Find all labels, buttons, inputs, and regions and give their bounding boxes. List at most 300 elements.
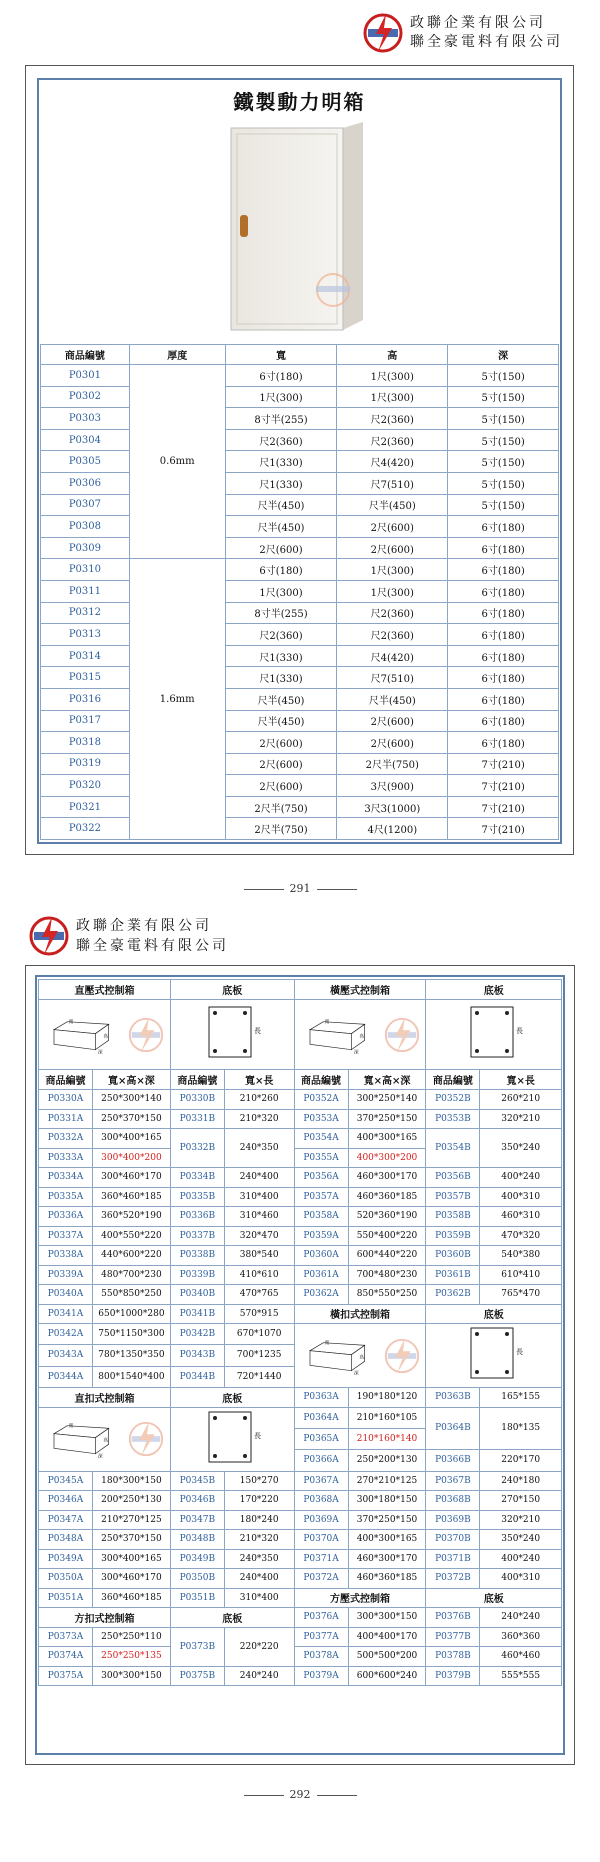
product-code: P0343A	[39, 1345, 93, 1366]
table-cell: P0320	[41, 775, 130, 797]
table-row	[39, 1569, 562, 1589]
plate-dimension: 720*1440	[224, 1366, 294, 1387]
plate-dimension: 470*765	[224, 1285, 294, 1305]
plate-dimension: 310*400	[224, 1187, 294, 1207]
plate-dimension: 310*400	[224, 1588, 294, 1608]
dimension-cell: 300*180*150	[348, 1491, 426, 1511]
product-code: P0359A	[294, 1226, 348, 1246]
page1-title: 鐵製動力明箱	[233, 90, 366, 114]
plate-dimension: 310*460	[224, 1207, 294, 1227]
dimension-cell: 400*400*170	[348, 1627, 426, 1647]
dimension-cell: 360*520*190	[92, 1207, 170, 1227]
table-cell: 6寸(180)	[225, 365, 337, 387]
product-code: P0360B	[426, 1246, 480, 1266]
table-row	[39, 980, 562, 1000]
svg-text:高: 高	[103, 1034, 109, 1040]
table-cell: P0304	[41, 429, 130, 451]
plate-dimension: 700*1235	[224, 1345, 294, 1366]
table-cell: 7寸(210)	[448, 775, 559, 797]
table-row	[39, 1109, 562, 1129]
plate-dimension: 220*220	[224, 1627, 294, 1666]
product-code: P0375A	[39, 1666, 93, 1686]
plate-dimension: 765*470	[480, 1285, 562, 1305]
table-cell: 尺4(420)	[337, 451, 448, 473]
table-row	[39, 1070, 562, 1090]
plate-drawing	[426, 1000, 562, 1070]
table-row	[41, 667, 559, 689]
dimension-cell: 800*1540*400	[92, 1366, 170, 1387]
table-cell: P0318	[41, 732, 130, 754]
svg-text:深: 深	[98, 1454, 104, 1460]
table-cell: 2尺(600)	[225, 753, 337, 775]
plate-dimension: 460*310	[480, 1207, 562, 1227]
plate-dimension: 240*400	[224, 1168, 294, 1188]
product-code: P0341B	[170, 1304, 224, 1324]
col-header-whd: 寬×高×深	[92, 1070, 170, 1090]
plate-dimension: 180*240	[224, 1510, 294, 1530]
table-cell: 尺半(450)	[225, 710, 337, 732]
product-code: P0351B	[170, 1588, 224, 1608]
product-code: P0358A	[294, 1207, 348, 1227]
table-cell: 2尺半(750)	[337, 753, 448, 775]
product-code: P0338A	[39, 1246, 93, 1266]
plate-dimension: 180*135	[480, 1407, 562, 1450]
product-code: P0334B	[170, 1168, 224, 1188]
table-cell: 7寸(210)	[448, 753, 559, 775]
svg-text:長: 長	[515, 1027, 523, 1035]
section-title: 底板	[426, 980, 562, 1000]
plate-dimension: 240*350	[224, 1129, 294, 1168]
table-cell: 5寸(150)	[448, 429, 559, 451]
table-row	[41, 710, 559, 732]
plate-dimension: 240*180	[480, 1471, 562, 1491]
table-row	[41, 796, 559, 818]
table-cell: 尺4(420)	[337, 645, 448, 667]
product-code: P0354B	[426, 1129, 480, 1168]
table-row	[41, 624, 559, 646]
table-row	[39, 1549, 562, 1569]
dimension-cell: 400*300*200	[348, 1148, 426, 1168]
plate-dimension: 220*170	[480, 1450, 562, 1471]
plate-dimension: 320*210	[480, 1109, 562, 1129]
section-title: 方扣式控制箱	[39, 1608, 171, 1628]
product-code: P0354A	[294, 1129, 348, 1149]
table-row	[39, 1491, 562, 1511]
table-cell: P0314	[41, 645, 130, 667]
table-row	[39, 1666, 562, 1686]
table-row	[41, 775, 559, 797]
table-cell: 6寸(180)	[448, 667, 559, 689]
table-cell: P0312	[41, 602, 130, 624]
table-cell: 尺2(360)	[225, 624, 337, 646]
base-plate-icon	[459, 1003, 529, 1063]
table-cell: 6寸(180)	[448, 732, 559, 754]
box-drawing-icon	[42, 1409, 122, 1469]
svg-text:寬: 寬	[324, 1340, 330, 1346]
box-drawing	[39, 1407, 171, 1471]
table-cell: 4尺(1200)	[337, 818, 448, 840]
plate-dimension: 400*240	[480, 1549, 562, 1569]
product-code: P0357A	[294, 1187, 348, 1207]
box-drawing	[39, 1000, 171, 1070]
plate-dimension: 240*240	[224, 1666, 294, 1686]
dimension-cell: 370*250*150	[348, 1109, 426, 1129]
product-code: P0358B	[426, 1207, 480, 1227]
product-code: P0373A	[39, 1627, 93, 1647]
table-cell: 6寸(180)	[448, 645, 559, 667]
table-row	[41, 580, 559, 602]
table-cell: 尺2(360)	[337, 408, 448, 430]
svg-text:寬: 寬	[69, 1019, 74, 1025]
product-code: P0349A	[39, 1549, 93, 1569]
product-code: P0376A	[294, 1608, 348, 1628]
svg-text:寬: 寬	[324, 1019, 330, 1025]
table-row	[39, 1530, 562, 1550]
box-drawing-icon	[298, 1005, 378, 1065]
product-code: P0378A	[294, 1647, 348, 1667]
plate-dimension: 400*310	[480, 1569, 562, 1589]
col-header-thickness: 厚度	[129, 345, 225, 365]
dimension-cell: 360*460*185	[92, 1588, 170, 1608]
table-cell: 2尺半(750)	[225, 818, 337, 840]
table-cell: 尺1(330)	[225, 451, 337, 473]
table-cell: 2尺(600)	[225, 537, 337, 559]
table-row	[39, 1000, 562, 1070]
base-plate-icon	[197, 1408, 267, 1468]
product-code: P0338B	[170, 1246, 224, 1266]
table-row	[41, 365, 559, 387]
product-code: P0361B	[426, 1265, 480, 1285]
dimension-cell: 500*500*200	[348, 1647, 426, 1667]
col-header-wl: 寬×長	[480, 1070, 562, 1090]
table-cell: 6寸(180)	[448, 559, 559, 581]
table-cell: 尺2(360)	[337, 602, 448, 624]
table-row	[41, 537, 559, 559]
dimension-cell: 440*600*220	[92, 1246, 170, 1266]
product-code: P0353A	[294, 1109, 348, 1129]
plate-dimension: 270*150	[480, 1491, 562, 1511]
table-cell: 尺2(360)	[337, 429, 448, 451]
product-code: P0370B	[426, 1530, 480, 1550]
table-row	[39, 1129, 562, 1149]
product-code: P0371A	[294, 1549, 348, 1569]
product-code: P0350B	[170, 1569, 224, 1589]
product-code: P0331B	[170, 1109, 224, 1129]
dimension-cell: 400*300*165	[348, 1530, 426, 1550]
dimension-cell: 300*250*140	[348, 1090, 426, 1110]
table-cell: 尺半(450)	[225, 516, 337, 538]
dimension-cell: 460*360*185	[348, 1569, 426, 1589]
table-cell: P0315	[41, 667, 130, 689]
product-code: P0346A	[39, 1491, 93, 1511]
table-cell: 1尺(300)	[337, 365, 448, 387]
table-cell: 6寸(180)	[448, 688, 559, 710]
col-header-wl: 寬×長	[224, 1070, 294, 1090]
table-cell: 尺7(510)	[337, 667, 448, 689]
iron-box-table	[40, 344, 559, 840]
table-row	[41, 408, 559, 430]
table-cell: 6寸(180)	[448, 624, 559, 646]
product-code: P0344A	[39, 1366, 93, 1387]
table-row	[41, 602, 559, 624]
product-code: P0352B	[426, 1090, 480, 1110]
section-title: 底板	[170, 1608, 294, 1628]
product-code: P0333A	[39, 1148, 93, 1168]
company-name-2: 聯全豪電料有限公司	[410, 34, 563, 50]
table-row	[41, 688, 559, 710]
product-code: P0372B	[426, 1569, 480, 1589]
plate-drawing	[170, 1407, 294, 1471]
company-logo-2	[28, 915, 70, 961]
col-header-height: 高	[337, 345, 448, 365]
product-code: P0335A	[39, 1187, 93, 1207]
box-drawing	[294, 1000, 426, 1070]
dimension-cell: 300*300*150	[92, 1666, 170, 1686]
section-title: 橫壓式控制箱	[294, 980, 426, 1000]
table-cell: 6寸(180)	[448, 580, 559, 602]
dimension-cell: 300*460*170	[92, 1168, 170, 1188]
product-code: P0379A	[294, 1666, 348, 1686]
product-code: P0355A	[294, 1148, 348, 1168]
table-row	[39, 1608, 562, 1628]
product-code: P0336A	[39, 1207, 93, 1227]
dimension-cell: 250*370*150	[92, 1109, 170, 1129]
dimension-cell: 210*160*105	[348, 1407, 426, 1428]
table-row	[41, 753, 559, 775]
product-code: P0331A	[39, 1109, 93, 1129]
svg-text:高: 高	[103, 1438, 109, 1444]
col-header-width: 寬	[225, 345, 337, 365]
product-code: P0376B	[426, 1608, 480, 1628]
table-cell: 2尺(600)	[225, 732, 337, 754]
table-cell: 尺2(360)	[225, 429, 337, 451]
plate-dimension: 540*380	[480, 1246, 562, 1266]
product-code: P0348B	[170, 1530, 224, 1550]
plate-dimension: 320*470	[224, 1226, 294, 1246]
product-code: P0366A	[294, 1450, 348, 1471]
table-cell: 2尺(600)	[337, 732, 448, 754]
plate-dimension: 470*320	[480, 1226, 562, 1246]
dimension-cell: 750*1150*300	[92, 1324, 170, 1345]
product-code: P0357B	[426, 1187, 480, 1207]
base-plate-icon	[459, 1324, 529, 1384]
table-row	[39, 1187, 562, 1207]
table-cell: 尺7(510)	[337, 472, 448, 494]
table-cell: 6寸(180)	[225, 559, 337, 581]
table-cell: 尺半(450)	[225, 688, 337, 710]
table-row	[39, 1168, 562, 1188]
product-code: P0346B	[170, 1491, 224, 1511]
table-row	[41, 451, 559, 473]
product-code: P0337A	[39, 1226, 93, 1246]
dimension-cell: 700*480*230	[348, 1265, 426, 1285]
dimension-cell: 180*300*150	[92, 1471, 170, 1491]
section-title: 底板	[426, 1304, 562, 1324]
table-cell: 1尺(300)	[337, 580, 448, 602]
table-cell: 2尺半(750)	[225, 796, 337, 818]
product-code: P0356A	[294, 1168, 348, 1188]
product-code: P0377B	[426, 1627, 480, 1647]
col-header-code: 商品編號	[39, 1070, 93, 1090]
table-row	[41, 386, 559, 408]
product-code: P0334A	[39, 1168, 93, 1188]
table-row	[39, 1510, 562, 1530]
plate-dimension: 165*155	[480, 1388, 562, 1408]
product-code: P0366B	[426, 1450, 480, 1471]
plate-dimension: 150*270	[224, 1471, 294, 1491]
product-code: P0368A	[294, 1491, 348, 1511]
table-row	[39, 1627, 562, 1647]
table-cell: 8寸半(255)	[225, 602, 337, 624]
dimension-cell: 300*400*165	[92, 1129, 170, 1149]
plate-dimension: 240*400	[224, 1569, 294, 1589]
product-code: P0340B	[170, 1285, 224, 1305]
table-cell: 尺1(330)	[225, 667, 337, 689]
table-cell: 1尺(300)	[337, 559, 448, 581]
col-header-code: 商品編號	[426, 1070, 480, 1090]
section-title: 直壓式控制箱	[39, 980, 171, 1000]
table-row	[41, 818, 559, 840]
dimension-cell: 270*210*125	[348, 1471, 426, 1491]
dimension-cell: 250*250*135	[92, 1647, 170, 1667]
product-code: P0360A	[294, 1246, 348, 1266]
product-code: P0359B	[426, 1226, 480, 1246]
product-code: P0347A	[39, 1510, 93, 1530]
dimension-cell: 300*400*200	[92, 1148, 170, 1168]
page-number-292: 292	[0, 1788, 600, 1801]
plate-dimension: 360*360	[480, 1627, 562, 1647]
plate-dimension: 400*310	[480, 1187, 562, 1207]
dimension-cell: 250*250*110	[92, 1627, 170, 1647]
table-row	[39, 1285, 562, 1305]
product-code: P0342A	[39, 1324, 93, 1345]
product-code: P0352A	[294, 1090, 348, 1110]
plate-drawing	[426, 1324, 562, 1388]
product-code: P0339B	[170, 1265, 224, 1285]
product-code: P0344B	[170, 1366, 224, 1387]
dimension-cell: 400*300*165	[348, 1129, 426, 1149]
table-cell: P0313	[41, 624, 130, 646]
table-cell: 1尺(300)	[225, 580, 337, 602]
table-row	[39, 1304, 562, 1324]
dimension-cell: 370*250*150	[348, 1510, 426, 1530]
table-cell: 尺1(330)	[225, 472, 337, 494]
table-row	[41, 645, 559, 667]
product-code: P0330A	[39, 1090, 93, 1110]
control-box-table	[38, 979, 562, 1686]
product-code: P0377A	[294, 1627, 348, 1647]
table-cell: 尺半(450)	[337, 494, 448, 516]
plate-dimension: 400*240	[480, 1168, 562, 1188]
box-drawing-icon	[298, 1326, 378, 1386]
svg-text:寬: 寬	[69, 1424, 74, 1429]
dimension-cell: 550*850*250	[92, 1285, 170, 1305]
section-title: 橫扣式控制箱	[294, 1304, 426, 1324]
table-row	[39, 1090, 562, 1110]
table-row	[41, 494, 559, 516]
dimension-cell: 460*300*170	[348, 1168, 426, 1188]
table-row	[41, 472, 559, 494]
product-code: P0337B	[170, 1226, 224, 1246]
product-code: P0335B	[170, 1187, 224, 1207]
product-code: P0336B	[170, 1207, 224, 1227]
dimension-cell: 460*300*170	[348, 1549, 426, 1569]
product-code: P0378B	[426, 1647, 480, 1667]
thickness-cell: 0.6mm	[129, 365, 225, 559]
col-header-code: 商品編號	[41, 345, 130, 365]
plate-dimension: 240*350	[224, 1549, 294, 1569]
svg-text:深: 深	[98, 1050, 104, 1056]
dimension-cell: 210*270*125	[92, 1510, 170, 1530]
product-code: P0362A	[294, 1285, 348, 1305]
dimension-cell: 600*600*240	[348, 1666, 426, 1686]
box-drawing	[294, 1324, 426, 1388]
base-plate-icon	[197, 1003, 267, 1063]
svg-text:深: 深	[354, 1371, 359, 1377]
table-cell: 2尺(600)	[225, 775, 337, 797]
product-code: P0374A	[39, 1647, 93, 1667]
table-cell: 2尺(600)	[337, 516, 448, 538]
table-cell: 5寸(150)	[448, 365, 559, 387]
product-code: P0345B	[170, 1471, 224, 1491]
logo-watermark-icon	[382, 1336, 422, 1376]
table-cell: P0317	[41, 710, 130, 732]
table-cell: 5寸(150)	[448, 408, 559, 430]
product-code: P0342B	[170, 1324, 224, 1345]
product-code: P0379B	[426, 1666, 480, 1686]
table-cell: 6寸(180)	[448, 710, 559, 732]
table-cell: 3尺(900)	[337, 775, 448, 797]
table-cell: 5寸(150)	[448, 451, 559, 473]
table-cell: P0305	[41, 451, 130, 473]
table-cell: 尺2(360)	[337, 624, 448, 646]
col-header-code: 商品編號	[294, 1070, 348, 1090]
product-code: P0362B	[426, 1285, 480, 1305]
dimension-cell: 460*360*185	[348, 1187, 426, 1207]
product-code: P0340A	[39, 1285, 93, 1305]
table-cell: P0303	[41, 408, 130, 430]
table-cell: P0309	[41, 537, 130, 559]
product-code: P0367A	[294, 1471, 348, 1491]
table-row	[39, 1246, 562, 1266]
svg-text:高: 高	[359, 1034, 365, 1040]
dimension-cell: 850*550*250	[348, 1285, 426, 1305]
plate-dimension: 380*540	[224, 1246, 294, 1266]
table-cell: P0306	[41, 472, 130, 494]
product-code: P0361A	[294, 1265, 348, 1285]
section-title: 底板	[170, 1388, 294, 1408]
product-code: P0351A	[39, 1588, 93, 1608]
dimension-cell: 190*180*120	[348, 1388, 426, 1408]
product-code: P0364A	[294, 1407, 348, 1428]
table-cell: 1尺(300)	[225, 386, 337, 408]
company-name-2b: 聯全豪電料有限公司	[76, 938, 229, 954]
table-cell: 尺1(330)	[225, 645, 337, 667]
table-cell: 6寸(180)	[448, 516, 559, 538]
plate-dimension: 410*610	[224, 1265, 294, 1285]
plate-dimension: 350*240	[480, 1129, 562, 1168]
product-code: P0356B	[426, 1168, 480, 1188]
table-row	[39, 1388, 562, 1408]
table-cell: P0316	[41, 688, 130, 710]
table-cell: 尺半(450)	[225, 494, 337, 516]
product-code: P0367B	[426, 1471, 480, 1491]
plate-dimension: 350*240	[480, 1530, 562, 1550]
logo-watermark-icon	[126, 1015, 166, 1055]
table-row	[39, 1588, 562, 1608]
dimension-cell: 300*460*170	[92, 1569, 170, 1589]
table-cell: 7寸(210)	[448, 818, 559, 840]
